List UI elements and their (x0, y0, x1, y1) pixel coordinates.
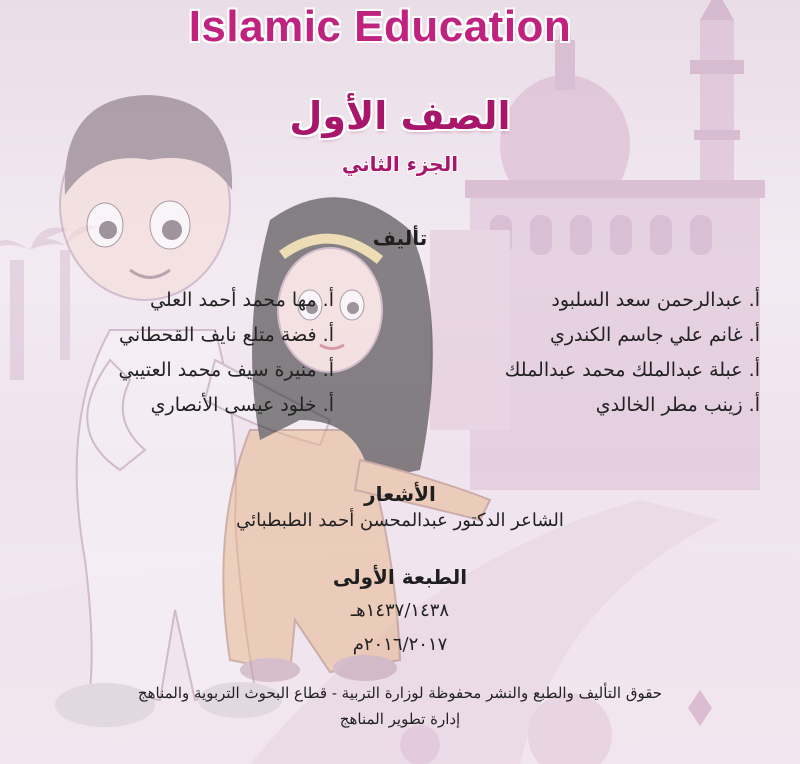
ball-icon (400, 725, 440, 764)
author-name: أ. عبدالرحمن سعد السلبود (551, 289, 760, 311)
authors-right-column (505, 283, 760, 423)
rights-notice: حقوق التأليف والطبع والنشر محفوظة لوزارة التربية - قطاع البحوث التربوية والمناهج (137, 684, 663, 702)
author-name: أ. زينب مطر الخالدي (595, 394, 760, 416)
book-title-english: Islamic Education (188, 2, 572, 51)
department-name: إدارة تطوير المناهج (339, 710, 461, 728)
poetry-heading: الأشعار (364, 482, 436, 506)
edition-hijri-year: ١٤٣٧/١٤٣٨هـ (350, 600, 450, 621)
edition-heading: الطبعة الأولى (332, 565, 468, 589)
poet-name: الشاعر الدكتور عبدالمحسن أحمد الطبطبائي (236, 510, 564, 531)
authorship-heading: تأليف (372, 226, 428, 250)
author-name: أ. عبلة عبدالملك محمد عبدالملك (504, 359, 760, 381)
author-name: أ. مها محمد أحمد العلي (150, 289, 334, 311)
author-name: أ. غانم علي جاسم الكندري (549, 324, 760, 346)
part-title: الجزء الثاني (341, 152, 459, 176)
authors-left-column (118, 283, 334, 423)
author-name: أ. فضة متلع نايف القحطاني (118, 324, 334, 346)
edition-gregorian-year: ٢٠١٦/٢٠١٧م (352, 634, 448, 655)
grade-title: الصف الأول (289, 94, 511, 138)
author-name: أ. منيرة سيف محمد العتيبي (118, 359, 334, 381)
author-name: أ. خلود عيسى الأنصاري (150, 394, 334, 416)
